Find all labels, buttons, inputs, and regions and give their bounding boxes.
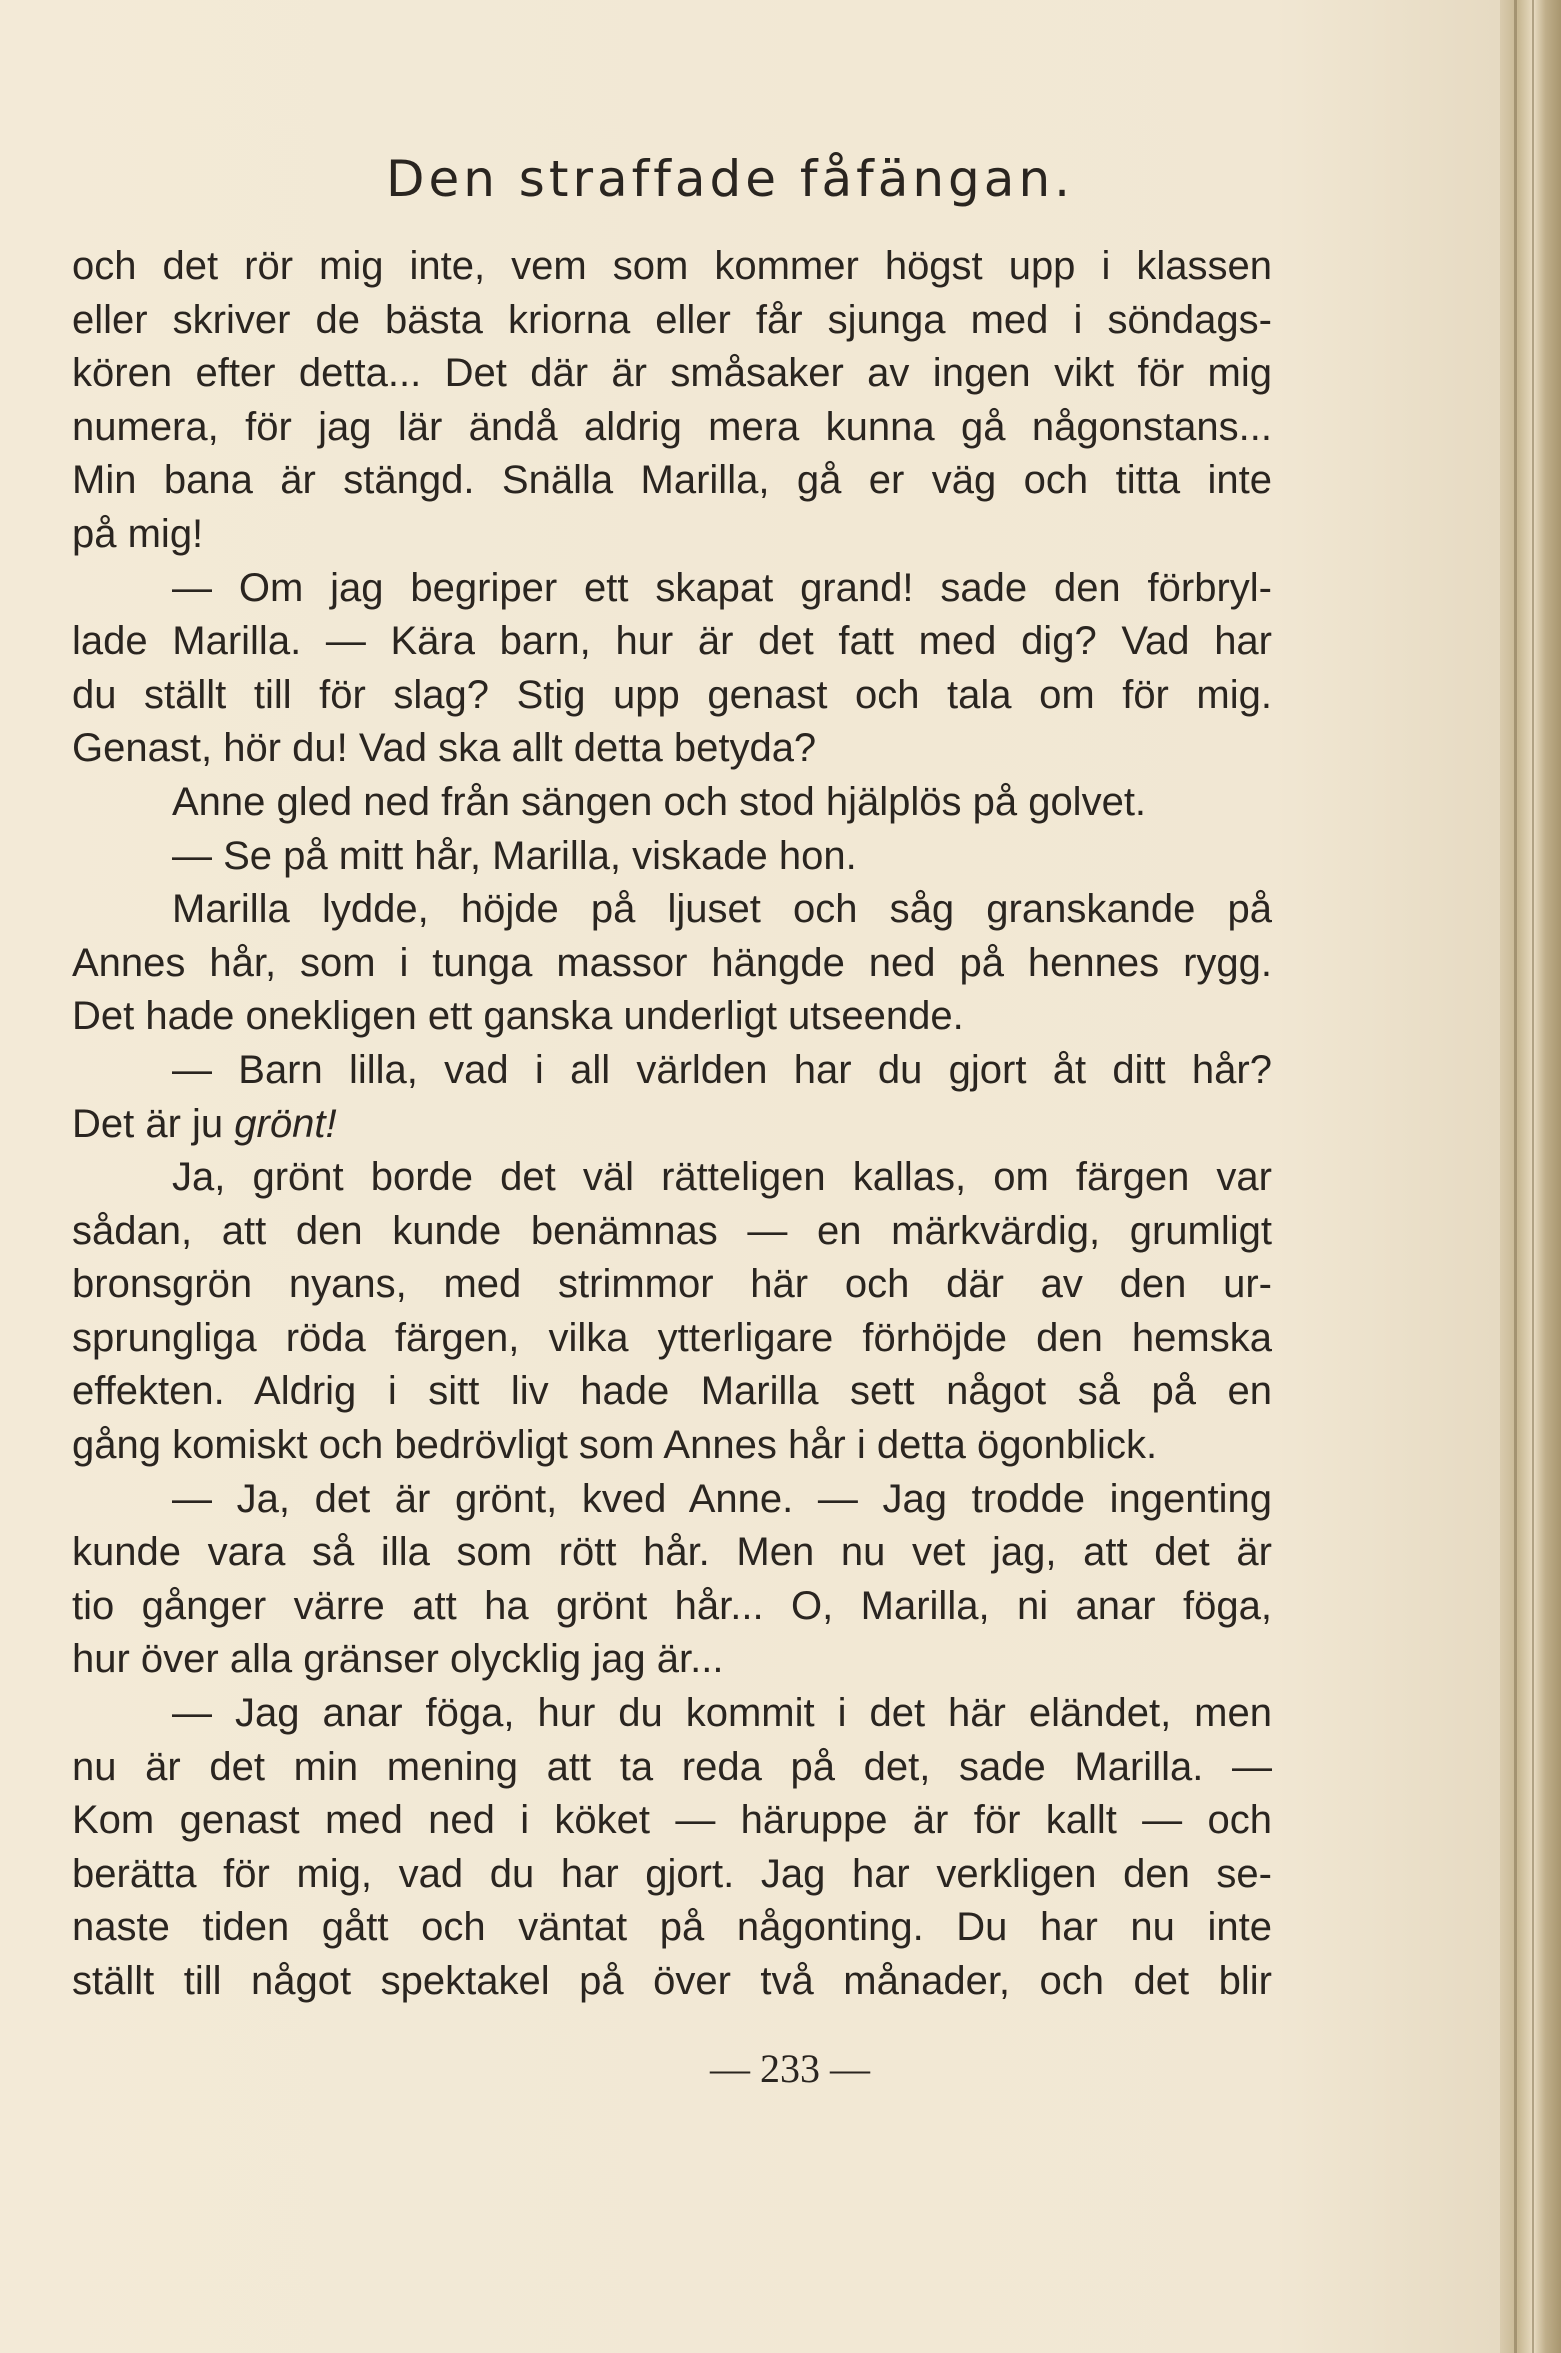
- text-line: lade Marilla. — Kära barn, hur är det fatt med dig? Vad har: [72, 619, 1272, 664]
- text-line: eller skriver de bästa kriorna eller får sjunga med i söndags-: [72, 297, 1272, 342]
- text-line: [72, 1098, 1272, 1152]
- text-line: kunde vara så illa som rött hår. Men nu vet jag, att det är: [72, 1530, 1272, 1575]
- italic-word: grönt!: [234, 1101, 337, 1146]
- text-line: du ställt till för slag? Stig upp genast och tala om för mig.: [72, 672, 1272, 717]
- text-line: tio gånger värre att ha grönt hår... O, Marilla, ni anar föga,: [72, 1583, 1272, 1628]
- text-line: — Barn lilla, vad i all världen har du gjort åt ditt hår?: [172, 1047, 1272, 1092]
- text-line: kören efter detta... Det där är småsaker av ingen vikt för mig: [72, 351, 1272, 396]
- text-fragment: Det är ju: [72, 1101, 235, 1146]
- text-line: — Ja, det är grönt, kved Anne. — Jag trodde ingenting: [172, 1476, 1272, 1521]
- text-line: berätta för mig, vad du har gjort. Jag har verkligen den se-: [72, 1851, 1272, 1896]
- text-line: Det hade onekligen ett ganska underligt utseende.: [72, 994, 964, 1039]
- text-line: — Om jag begriper ett skapat grand! sade den förbryl-: [172, 565, 1272, 610]
- text-line: — Se på mitt hår, Marilla, viskade hon.: [172, 833, 857, 878]
- text-line: sådan, att den kunde benämnas — en märkvärdig, grumligt: [72, 1208, 1272, 1253]
- text-line: Anne gled ned från sängen och stod hjälplös på golvet.: [172, 779, 1147, 824]
- text-line: Kom genast med ned i köket — häruppe är för kallt — och: [72, 1798, 1272, 1843]
- text-line: — Jag anar föga, hur du kommit i det här eländet, men: [172, 1691, 1272, 1736]
- text-line: Marilla lydde, höjde på ljuset och såg granskande på: [172, 887, 1272, 932]
- book-spine: [1500, 0, 1561, 2353]
- text-line: Annes hår, som i tunga massor hängde ned på hennes rygg.: [72, 940, 1272, 985]
- text-line: Min bana är stängd. Snälla Marilla, gå er väg och titta inte: [72, 458, 1272, 503]
- running-title: Den straffade fåfängan.: [385, 150, 1075, 208]
- text-line: bronsgrön nyans, med strimmor här och där av den ur-: [72, 1262, 1272, 1307]
- text-line: numera, för jag lär ändå aldrig mera kunna gå någonstans...: [72, 404, 1272, 449]
- text-line: ställt till något spektakel på över två månader, och det blir: [72, 1959, 1272, 2003]
- text-line: på mig!: [72, 511, 204, 556]
- text-line: sprungliga röda färgen, vilka ytterligare förhöjde den hemska: [72, 1315, 1272, 1360]
- text-line: och det rör mig inte, vem som kommer högst upp i klassen: [72, 244, 1272, 288]
- text-line: hur över alla gränser olycklig jag är...: [72, 1637, 724, 1682]
- body-text: [72, 240, 1272, 2009]
- text-line: Ja, grönt borde det väl rätteligen kallas, om färgen var: [172, 1155, 1272, 1200]
- text-line: naste tiden gått och väntat på någonting. Du har nu inte: [72, 1905, 1272, 1950]
- text-line: gång komiskt och bedrövligt som Annes hår i detta ögonblick.: [72, 1423, 1158, 1468]
- text-line: nu är det min mening att ta reda på det, sade Marilla. —: [72, 1744, 1272, 1789]
- text-line: effekten. Aldrig i sitt liv hade Marilla sett något så på en: [72, 1369, 1272, 1414]
- page-number: — 233 —: [710, 2046, 870, 2091]
- text-line: Genast, hör du! Vad ska allt detta betyda?: [72, 726, 817, 771]
